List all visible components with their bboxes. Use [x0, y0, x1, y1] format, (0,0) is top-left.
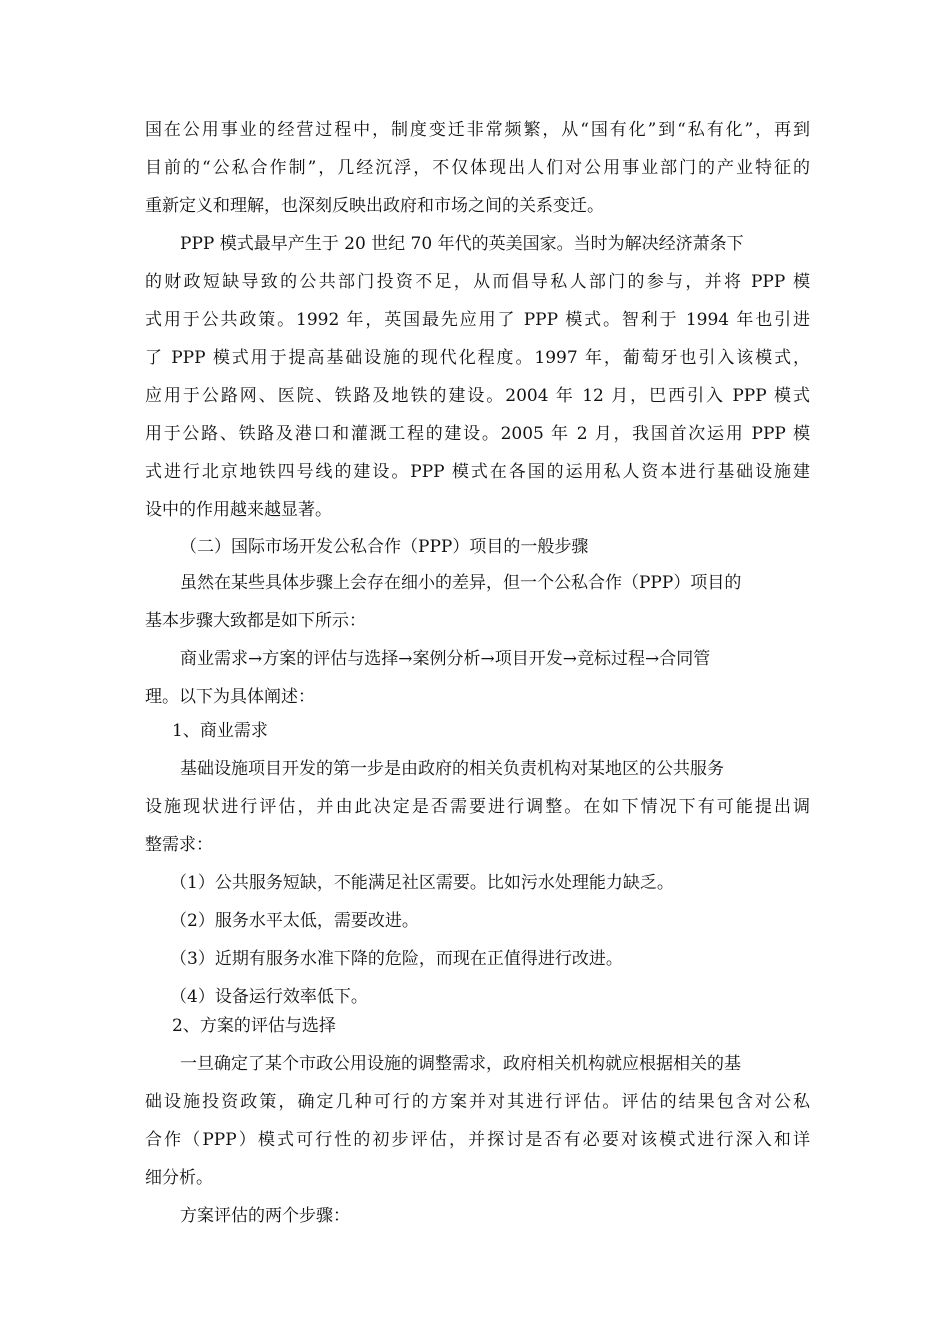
- paragraph-line: 商业需求→方案的评估与选择→案例分析→项目开发→竞标过程→合同管: [180, 649, 711, 669]
- paragraph-line: 细分析。: [145, 1168, 213, 1188]
- paragraph-line: 基本步骤大致都是如下所示：: [145, 611, 366, 631]
- paragraph-line: 设施现状进行评估，并由此决定是否需要进行调整。在如下情况下有可能提出调: [145, 797, 810, 817]
- paragraph-line: 目前的“公私合作制”，几经沉浮，不仅体现出人们对公用事业部门的产业特征的: [145, 158, 810, 178]
- paragraph-line: 设中的作用越来越显著。: [145, 500, 332, 520]
- paragraph-line: 方案评估的两个步骤：: [180, 1206, 350, 1226]
- paragraph-line: 重新定义和理解，也深刻反映出政府和市场之间的关系变迁。: [145, 196, 604, 216]
- paragraph-line: 了 PPP 模式用于提高基础设施的现代化程度。1997 年，葡萄牙也引入该模式，: [145, 348, 810, 368]
- paragraph-line: 的财政短缺导致的公共部门投资不足，从而倡导私人部门的参与，并将 PPP 模: [145, 272, 810, 292]
- list-item: （3）近期有服务水准下降的危险，而现在正值得进行改进。: [170, 949, 623, 969]
- list-item: （2）服务水平太低，需要改进。: [170, 911, 419, 931]
- paragraph-line: 合作（PPP）模式可行性的初步评估，并探讨是否有必要对该模式进行深入和详: [145, 1130, 810, 1150]
- paragraph-line: 式用于公共政策。1992 年，英国最先应用了 PPP 模式。智利于 1994 年也引进: [145, 310, 810, 330]
- paragraph-line: 应用于公路网、医院、铁路及地铁的建设。2004 年 12 月，巴西引入 PPP 模式: [145, 386, 810, 406]
- paragraph-line: 理。以下为具体阐述：: [145, 687, 315, 707]
- list-item: （1）公共服务短缺，不能满足社区需要。比如污水处理能力缺乏。: [170, 873, 674, 893]
- paragraph-line: 国在公用事业的经营过程中，制度变迁非常频繁，从“国有化”到“私有化”，再到: [145, 120, 810, 140]
- paragraph-line: 用于公路、铁路及港口和灌溉工程的建设。2005 年 2 月，我国首次运用 PPP 模: [145, 424, 810, 444]
- subsection-heading: 2、方案的评估与选择: [172, 1016, 336, 1036]
- subsection-heading: 1、商业需求: [172, 721, 268, 741]
- paragraph-line: 基础设施项目开发的第一步是由政府的相关负责机构对某地区的公共服务: [180, 759, 724, 779]
- list-item: （4）设备运行效率低下。: [170, 987, 368, 1007]
- paragraph-line: 式进行北京地铁四号线的建设。PPP 模式在各国的运用私人资本进行基础设施建: [145, 462, 810, 482]
- paragraph-line: 一旦确定了某个市政公用设施的调整需求，政府相关机构就应根据相关的基: [180, 1054, 741, 1074]
- paragraph-line: PPP 模式最早产生于 20 世纪 70 年代的英美国家。当时为解决经济萧条下: [180, 234, 744, 254]
- paragraph-line: 虽然在某些具体步骤上会存在细小的差异，但一个公私合作（PPP）项目的: [180, 573, 742, 593]
- paragraph-line: 础设施投资政策，确定几种可行的方案并对其进行评估。评估的结果包含对公私: [145, 1092, 810, 1112]
- section-heading: （二）国际市场开发公私合作（PPP）项目的一般步骤: [180, 537, 589, 557]
- paragraph-line: 整需求：: [145, 835, 213, 855]
